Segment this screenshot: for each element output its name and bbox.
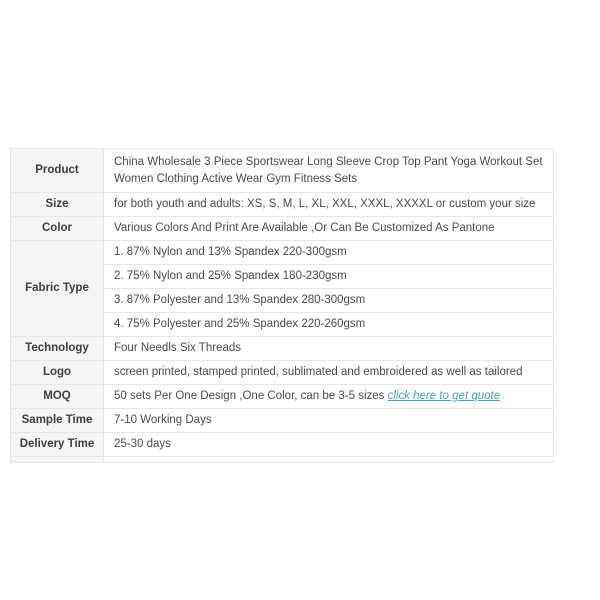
spec-label-technology: Technology — [11, 337, 104, 361]
table-row — [11, 337, 554, 361]
table-row — [11, 385, 554, 409]
table-row — [11, 361, 554, 385]
table-row — [11, 409, 554, 433]
spec-value-delivery-time: 25-30 days — [104, 433, 554, 457]
moq-text: 50 sets Per One Design ,One Color, can be 3-5 sizes — [114, 390, 388, 402]
spec-value-fabric-2: 2. 75% Nylon and 25% Spandex 180-230gsm — [104, 265, 554, 289]
spec-value-moq — [104, 385, 554, 409]
spec-label-moq: MOQ — [11, 385, 104, 409]
spec-label-delivery-time: Delivery Time — [11, 433, 104, 457]
table-row — [11, 193, 554, 217]
spec-value-size: for both youth and adults: XS, S, M, L, XL, XXL, XXXL, XXXXL or custom your size — [104, 193, 554, 217]
table-row — [11, 241, 554, 265]
table-row — [11, 217, 554, 241]
spec-label-sample-time: Sample Time — [11, 409, 104, 433]
product-spec-table — [10, 148, 554, 463]
table-row-cutoff — [11, 457, 554, 463]
spec-value-fabric-3: 3. 87% Polyester and 13% Spandex 280-300gsm — [104, 289, 554, 313]
spec-value-color: Various Colors And Print Are Available ,Or Can Be Customized As Pantone — [104, 217, 554, 241]
spec-label-size: Size — [11, 193, 104, 217]
get-quote-link[interactable]: click here to get quote — [387, 390, 501, 402]
spec-value-logo: screen printed, stamped printed, sublimated and embroidered as well as tailored — [104, 361, 554, 385]
spec-value-product: China Wholesale 3 Piece Sportswear Long Sleeve Crop Top Pant Yoga Workout Set Women Clothing Active Wear Gym Fitness Sets — [104, 149, 554, 193]
spec-label-color: Color — [11, 217, 104, 241]
table-row — [11, 433, 554, 457]
spec-value-sample-time: 7-10 Working Days — [104, 409, 554, 433]
cutoff-label-cell — [11, 457, 104, 463]
spec-value-technology: Four Needls Six Threads — [104, 337, 554, 361]
spec-label-product: Product — [11, 149, 104, 193]
table-row — [11, 149, 554, 193]
cutoff-value-cell — [104, 457, 554, 463]
spec-value-fabric-1: 1. 87% Nylon and 13% Spandex 220-300gsm — [104, 241, 554, 265]
spec-label-fabric-type: Fabric Type — [11, 241, 104, 337]
spec-value-fabric-4: 4. 75% Polyester and 25% Spandex 220-260gsm — [104, 313, 554, 337]
spec-label-logo: Logo — [11, 361, 104, 385]
